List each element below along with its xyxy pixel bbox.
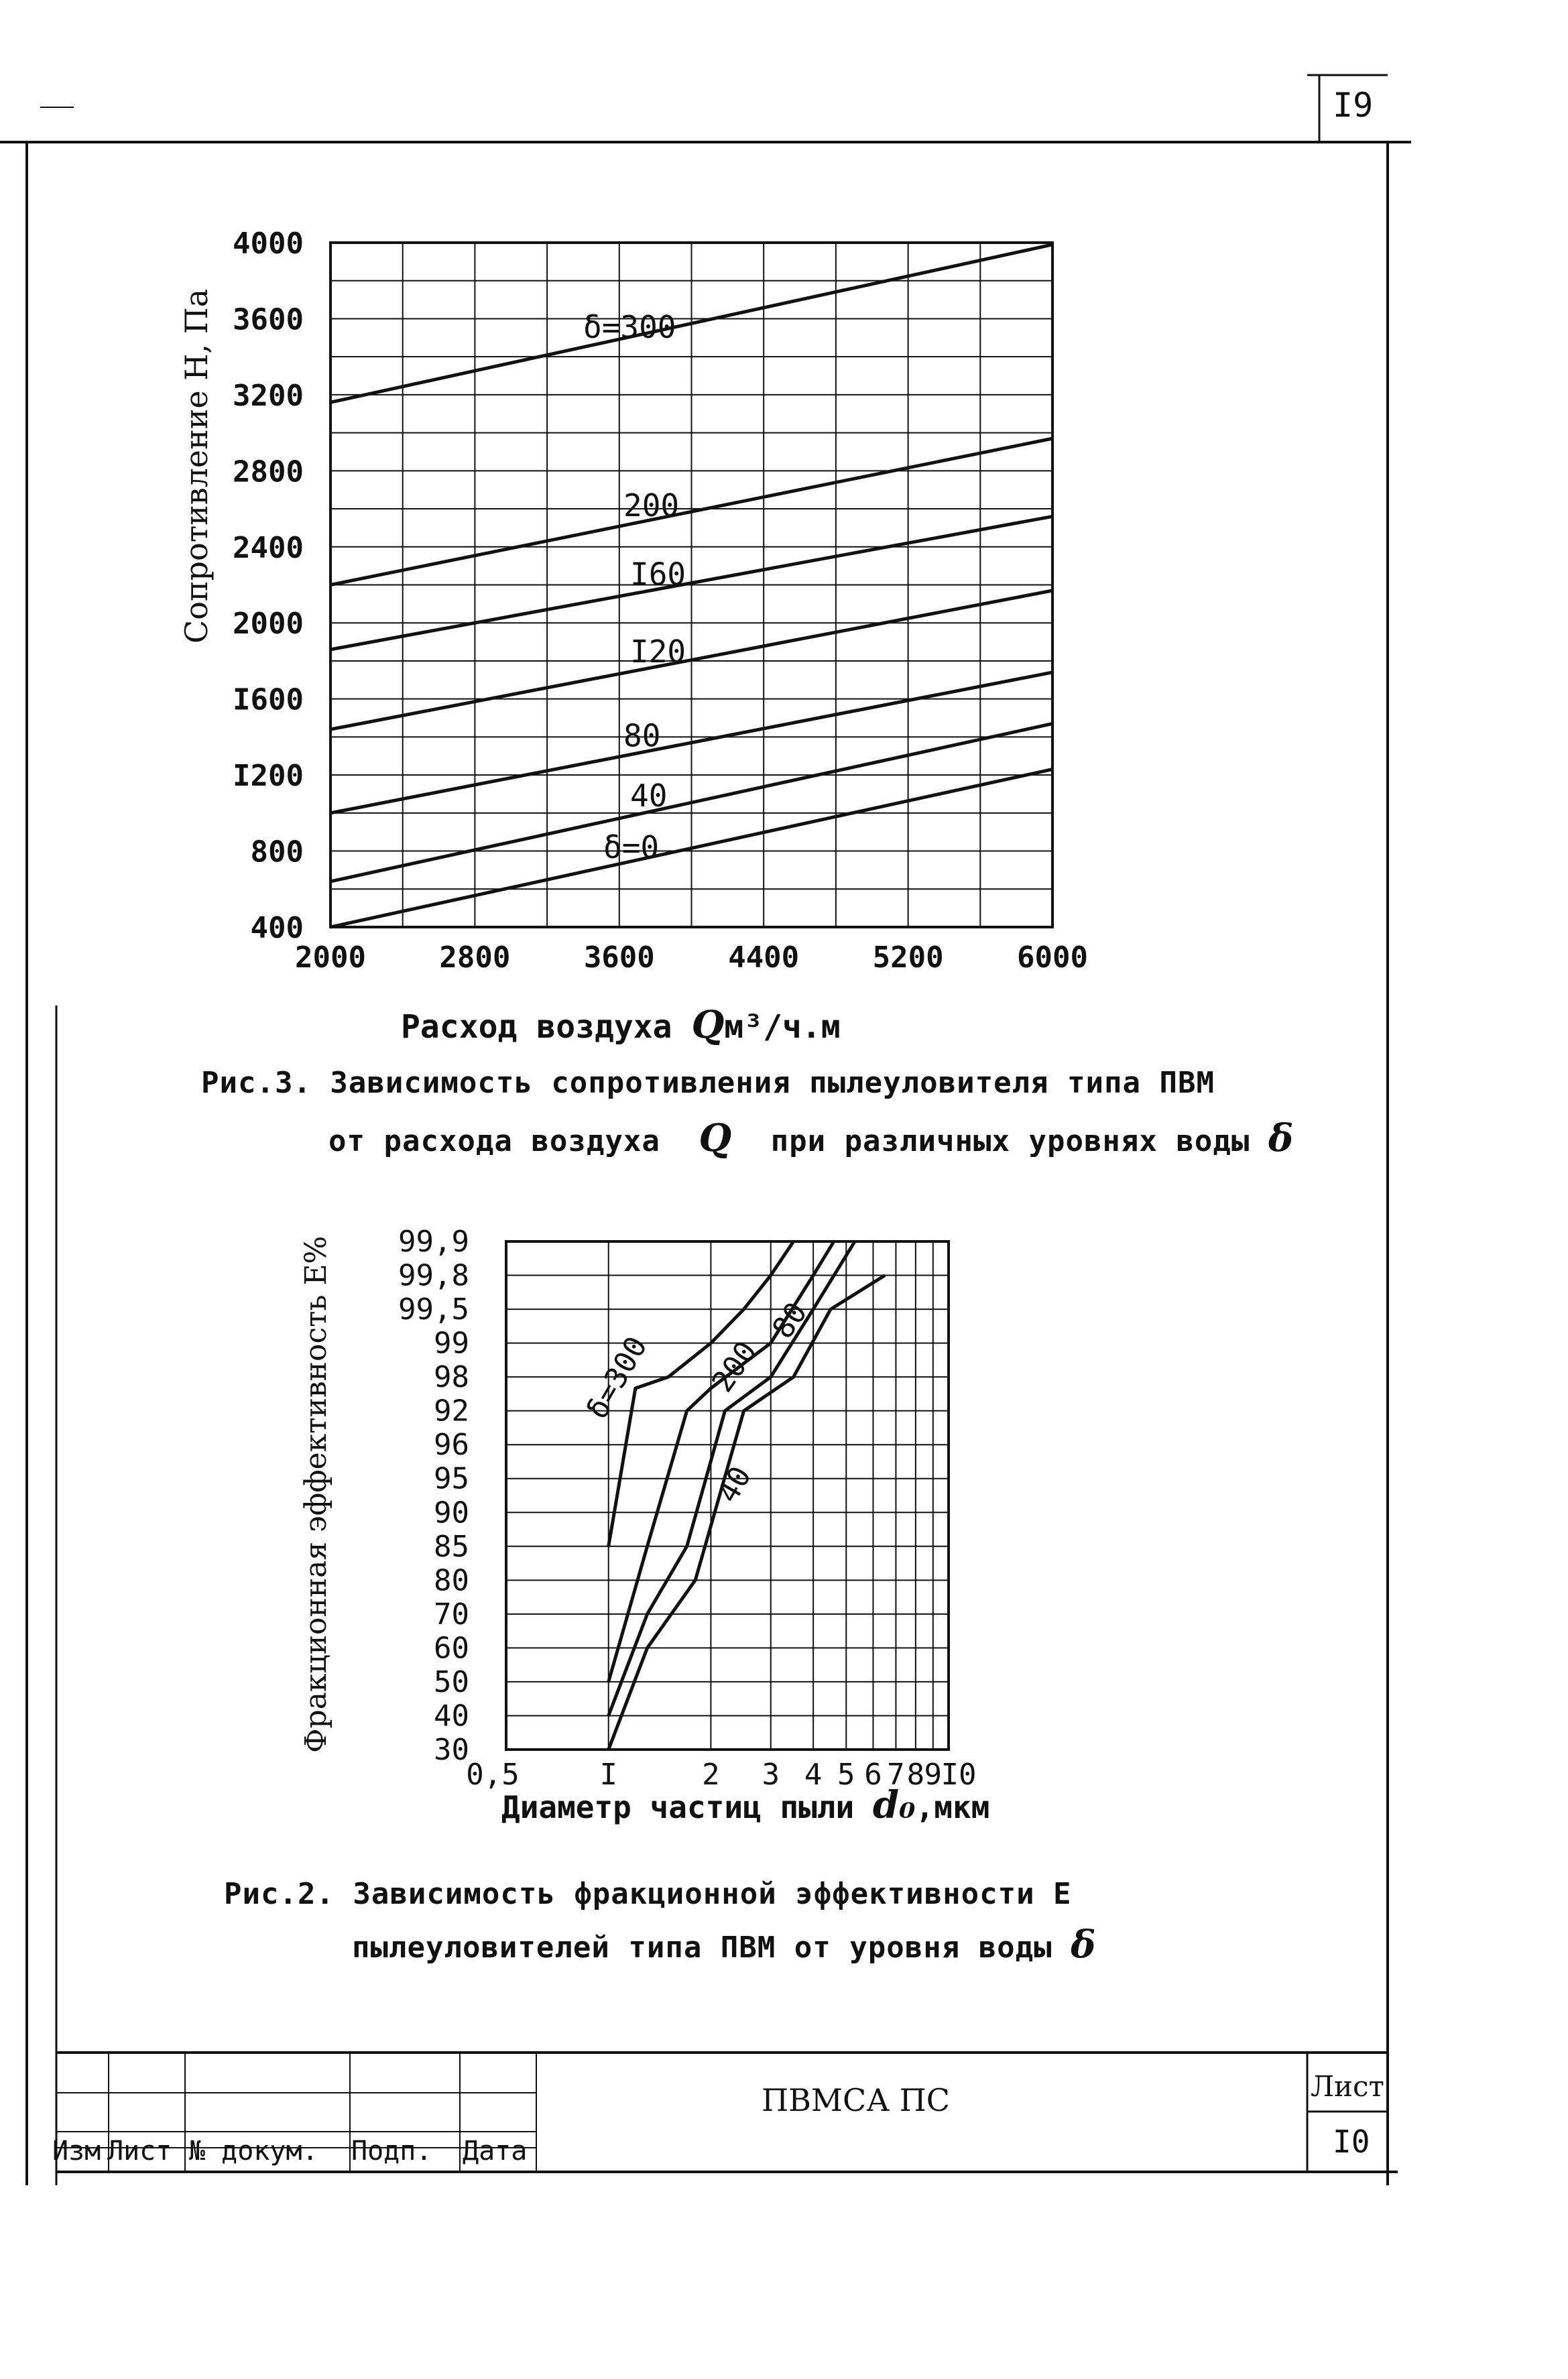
- fig1-y-tick-label: 3200: [233, 378, 304, 413]
- fig1-series-label: I60: [630, 556, 686, 593]
- fig2-y-tick-label: 50: [434, 1664, 469, 1699]
- fig1-series-label: δ=300: [583, 308, 676, 345]
- fig2-x-axis-symbol: d₀: [872, 1783, 916, 1827]
- fig1-caption-symbol-q: Q: [699, 1116, 733, 1160]
- fig2-x-tick-label: 3: [762, 1758, 780, 1792]
- fig2-y-tick-label: 80: [434, 1563, 469, 1598]
- fig1-y-tick-label: 400: [250, 911, 304, 945]
- fig2-x-tick-label: 2: [702, 1758, 720, 1792]
- fig1-y-axis-label: Сопротивление Н, Па: [178, 288, 215, 644]
- fig2-series-label: 40: [711, 1461, 759, 1509]
- fig1-y-tick-label: 3600: [233, 302, 304, 337]
- tb-col-list: Лист: [107, 2136, 172, 2167]
- fig2-x-tick-label: 4: [804, 1758, 823, 1792]
- tb-col-docnum: № докум.: [189, 2136, 318, 2167]
- fig1-x-tick-label: 3600: [583, 940, 655, 975]
- fig2-y-tick-label: 90: [434, 1496, 469, 1530]
- fig2-y-tick-label: 92: [434, 1394, 469, 1428]
- fig2-caption-text-a: пылеуловителей типа ПВМ от уровня воды: [352, 1931, 1052, 1965]
- fig2-series-label: δ=300: [580, 1331, 654, 1425]
- fig1-series-label: 80: [623, 717, 661, 754]
- fig1-series-label: δ=0: [603, 829, 660, 866]
- fig1-caption-text-b: при различных уровнях воды: [770, 1124, 1250, 1158]
- tb-col-podp: Подп.: [351, 2136, 432, 2167]
- fig1-y-tick-label: 2000: [233, 607, 304, 642]
- fig2-x-tick-label: I: [599, 1758, 617, 1792]
- fig2-series-label: 80: [766, 1296, 815, 1345]
- fig2-y-tick-label: 99,8: [398, 1258, 469, 1293]
- fig2-y-tick-label: 95: [434, 1461, 469, 1496]
- fig2-caption-symbol-delta: δ: [1071, 1923, 1097, 1967]
- fig2-x-tick-label: I0: [941, 1758, 977, 1792]
- fig1-y-tick-label: 2400: [233, 530, 304, 565]
- fig1-x-tick-label: 4400: [728, 940, 800, 975]
- sheet-value: I0: [1333, 2124, 1370, 2160]
- fig1-series-label: I20: [630, 633, 686, 670]
- fig2-y-tick-label: 70: [434, 1597, 469, 1632]
- sheet-label: Лист: [1311, 2070, 1384, 2103]
- fig2-x-axis-unit: ,мкм: [915, 1789, 990, 1825]
- fig1-x-tick-label: 2000: [295, 940, 366, 975]
- sheet-number: I9: [1333, 86, 1374, 125]
- fig1-y-tick-label: I200: [233, 759, 304, 794]
- fig2-y-tick-label: 99,5: [398, 1292, 469, 1327]
- fig2-x-tick-label: 8: [906, 1758, 925, 1792]
- fig1-x-tick-label: 6000: [1017, 940, 1088, 975]
- fig1-caption-text-a: от расхода воздуха: [328, 1124, 660, 1158]
- fig1-x-tick-label: 5200: [872, 940, 944, 975]
- fig2-caption-line1: Рис.2. Зависимость фракционной эффективности Е: [224, 1877, 1072, 1911]
- fig2-y-axis-label: Фракционная эффективность Е%: [299, 1235, 333, 1753]
- fig1-x-axis-symbol: Q: [691, 1003, 725, 1047]
- fig2-x-tick-label: 0,5: [466, 1758, 520, 1792]
- fig2-y-tick-label: 96: [434, 1428, 469, 1463]
- fig1-caption-symbol-delta: δ: [1268, 1116, 1294, 1160]
- fig2-y-tick-label: 85: [434, 1529, 469, 1564]
- fig1-series-label: 40: [630, 778, 668, 814]
- fig1-x-tick-label: 2800: [439, 940, 511, 975]
- tb-col-izm: Изм: [52, 2136, 101, 2167]
- fig2-x-tick-label: 6: [864, 1758, 882, 1792]
- tb-col-data: Дата: [463, 2136, 528, 2167]
- fig1-series-label: 200: [623, 487, 680, 524]
- fig2-series-label: 200: [705, 1335, 764, 1399]
- fig2-x-tick-label: 7: [887, 1758, 905, 1792]
- fig2-y-tick-label: 98: [434, 1360, 469, 1395]
- fig1-caption-line1: Рис.3. Зависимость сопротивления пылеуловителя типа ПВМ: [201, 1066, 1215, 1100]
- fig2-x-axis-text: Диаметр частиц пыли: [501, 1789, 855, 1825]
- fig2-y-tick-label: 99,9: [398, 1225, 469, 1259]
- fig1-y-tick-label: 800: [250, 835, 304, 869]
- fig1-x-axis-unit: м³/ч.м: [724, 1008, 841, 1046]
- fig2-y-tick-label: 30: [434, 1733, 469, 1767]
- fig1-y-tick-label: 2800: [233, 454, 304, 489]
- fig2-y-tick-label: 99: [434, 1326, 469, 1361]
- fig1-y-tick-label: I600: [233, 682, 304, 717]
- fig2-x-tick-label: 5: [837, 1758, 855, 1792]
- fig1-x-axis-text: Расход воздуха: [401, 1008, 672, 1046]
- doc-code: ПВМСА ПС: [762, 2082, 950, 2118]
- fig1-y-tick-label: 4000: [233, 227, 304, 261]
- fig2-x-tick-label: 9: [924, 1758, 943, 1792]
- fig2-y-tick-label: 40: [434, 1699, 469, 1733]
- fig2-y-tick-label: 60: [434, 1631, 469, 1666]
